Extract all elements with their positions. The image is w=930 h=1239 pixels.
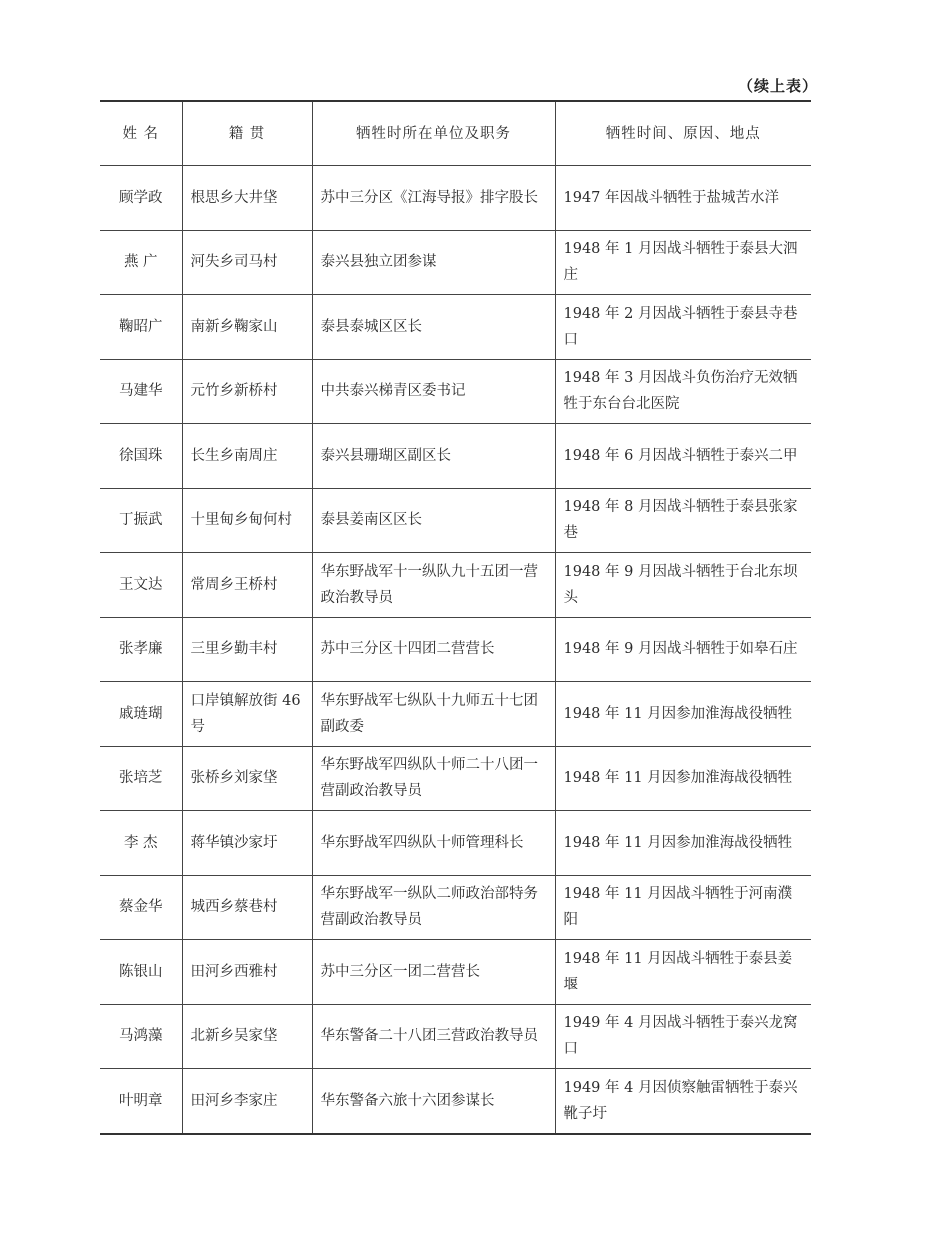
cell-origin: 三里乡勤丰村 <box>182 617 312 682</box>
cell-unit: 泰兴县珊瑚区副区长 <box>312 424 555 489</box>
cell-detail: 1948 年 9 月因战斗牺牲于如皋石庄 <box>555 617 811 682</box>
header-row <box>100 101 811 166</box>
cell-unit: 华东野战军七纵队十九师五十七团副政委 <box>312 682 555 747</box>
cell-detail: 1948 年 11 月因参加淮海战役牺牲 <box>555 746 811 811</box>
cell-detail: 1948 年 11 月因参加淮海战役牺牲 <box>555 682 811 747</box>
cell-detail: 1948 年 11 月因战斗牺牲于河南濮阳 <box>555 875 811 940</box>
cell-origin: 口岸镇解放街 46 号 <box>182 682 312 747</box>
cell-name: 燕 广 <box>100 230 182 295</box>
martyrs-table <box>100 100 811 1135</box>
cell-unit: 泰县姜南区区长 <box>312 488 555 553</box>
cell-unit: 华东野战军十一纵队九十五团一营政治教导员 <box>312 553 555 618</box>
cell-detail: 1948 年 8 月因战斗牺牲于泰县张家巷 <box>555 488 811 553</box>
cell-name: 李 杰 <box>100 811 182 876</box>
cell-detail: 1948 年 11 月因战斗牺牲于泰县姜堰 <box>555 940 811 1005</box>
cell-origin: 十里甸乡甸何村 <box>182 488 312 553</box>
table-row <box>100 940 811 1005</box>
cell-detail: 1948 年 2 月因战斗牺牲于泰县寺巷口 <box>555 295 811 360</box>
table-row <box>100 617 811 682</box>
cell-name: 徐国珠 <box>100 424 182 489</box>
cell-name: 陈银山 <box>100 940 182 1005</box>
table-row <box>100 875 811 940</box>
table-row <box>100 811 811 876</box>
cell-name: 马鸿藻 <box>100 1004 182 1069</box>
cell-name: 叶明章 <box>100 1069 182 1134</box>
cell-unit: 苏中三分区一团二营营长 <box>312 940 555 1005</box>
cell-unit: 华东野战军一纵队二师政治部特务营副政治教导员 <box>312 875 555 940</box>
table-body <box>100 166 811 1134</box>
cell-detail: 1948 年 6 月因战斗牺牲于泰兴二甲 <box>555 424 811 489</box>
cell-unit: 华东野战军四纵队十师二十八团一营副政治教导员 <box>312 746 555 811</box>
cell-origin: 田河乡李家庄 <box>182 1069 312 1134</box>
cell-origin: 田河乡西雅村 <box>182 940 312 1005</box>
header-detail: 牺牲时间、原因、地点 <box>555 101 811 166</box>
table-row <box>100 166 811 231</box>
cell-origin: 河失乡司马村 <box>182 230 312 295</box>
cell-origin: 北新乡吴家垡 <box>182 1004 312 1069</box>
table-row <box>100 746 811 811</box>
cell-name: 王文达 <box>100 553 182 618</box>
table-row <box>100 295 811 360</box>
cell-unit: 华东警备二十八团三营政治教导员 <box>312 1004 555 1069</box>
cell-detail: 1948 年 9 月因战斗牺牲于台北东坝头 <box>555 553 811 618</box>
cell-origin: 常周乡王桥村 <box>182 553 312 618</box>
cell-origin: 元竹乡新桥村 <box>182 359 312 424</box>
table-row <box>100 1004 811 1069</box>
cell-unit: 华东警备六旅十六团参谋长 <box>312 1069 555 1134</box>
table-row <box>100 230 811 295</box>
cell-unit: 苏中三分区《江海导报》排字股长 <box>312 166 555 231</box>
cell-unit: 中共泰兴梯青区委书记 <box>312 359 555 424</box>
cell-unit: 泰县泰城区区长 <box>312 295 555 360</box>
cell-name: 蔡金华 <box>100 875 182 940</box>
cell-detail: 1949 年 4 月因战斗牺牲于泰兴龙窝口 <box>555 1004 811 1069</box>
table-row <box>100 1069 811 1134</box>
header-name: 姓 名 <box>100 101 182 166</box>
cell-detail: 1948 年 1 月因战斗牺牲于泰县大泗庄 <box>555 230 811 295</box>
cell-detail: 1948 年 3 月因战斗负伤治疗无效牺牲于东台台北医院 <box>555 359 811 424</box>
cell-unit: 苏中三分区十四团二营营长 <box>312 617 555 682</box>
cell-origin: 城西乡蔡巷村 <box>182 875 312 940</box>
header-origin: 籍 贯 <box>182 101 312 166</box>
table-row <box>100 553 811 618</box>
table-row <box>100 682 811 747</box>
table-row <box>100 424 811 489</box>
table-header <box>100 101 811 166</box>
cell-name: 戚琏瑚 <box>100 682 182 747</box>
cell-detail: 1947 年因战斗牺牲于盐城苦水洋 <box>555 166 811 231</box>
cell-name: 丁振武 <box>100 488 182 553</box>
cell-name: 张孝廉 <box>100 617 182 682</box>
cell-origin: 根思乡大井垡 <box>182 166 312 231</box>
cell-unit: 泰兴县独立团参谋 <box>312 230 555 295</box>
cell-origin: 张桥乡刘家垡 <box>182 746 312 811</box>
cell-name: 张培芝 <box>100 746 182 811</box>
table-row <box>100 359 811 424</box>
cell-name: 马建华 <box>100 359 182 424</box>
cell-origin: 南新乡鞠家山 <box>182 295 312 360</box>
continued-label: （续上表） <box>738 77 819 95</box>
cell-origin: 蒋华镇沙家圩 <box>182 811 312 876</box>
cell-origin: 长生乡南周庄 <box>182 424 312 489</box>
cell-detail: 1949 年 4 月因侦察触雷牺牲于泰兴靴子圩 <box>555 1069 811 1134</box>
cell-unit: 华东野战军四纵队十师管理科长 <box>312 811 555 876</box>
cell-detail: 1948 年 11 月因参加淮海战役牺牲 <box>555 811 811 876</box>
cell-name: 鞠昭广 <box>100 295 182 360</box>
table-row <box>100 488 811 553</box>
header-unit: 牺牲时所在单位及职务 <box>312 101 555 166</box>
cell-name: 顾学政 <box>100 166 182 231</box>
